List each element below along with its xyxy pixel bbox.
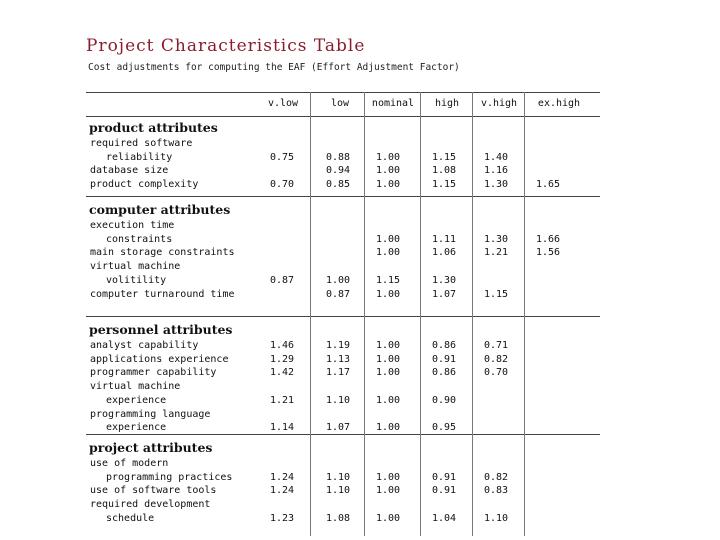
cell-v-low: 0.70	[270, 179, 295, 191]
cell-nominal: 1.00	[376, 288, 401, 300]
row-label: schedule	[106, 512, 155, 524]
page-subtitle: Cost adjustments for computing the EAF (Effort Adjustment Factor)	[88, 62, 460, 73]
cell-low: 1.08	[326, 512, 351, 524]
cell-nominal: 1.00	[376, 485, 401, 497]
cell-high: 0.91	[432, 471, 457, 483]
row-label: virtual machine	[90, 261, 181, 273]
cell-v-high: 1.21	[484, 247, 509, 259]
header-bottom-rule	[86, 116, 600, 117]
column-header-v-high: v.high	[480, 98, 518, 109]
row-label: applications experience	[90, 353, 229, 365]
cell-nominal: 1.00	[376, 151, 401, 163]
section-heading: computer attributes	[89, 202, 231, 217]
row-label: computer turnaround time	[90, 288, 235, 300]
section-heading: personnel attributes	[89, 322, 233, 337]
cell-nominal: 1.00	[376, 471, 401, 483]
cell-high: 1.11	[432, 233, 457, 245]
section-heading: product attributes	[89, 120, 218, 135]
cell-low: 0.88	[326, 151, 351, 163]
cell-v-high: 1.30	[484, 179, 509, 191]
document-page	[80, 36, 600, 536]
column-header-high: high	[434, 98, 460, 109]
row-label: execution time	[90, 220, 175, 231]
row-label: constraints	[106, 233, 173, 245]
cell-v-low: 0.75	[270, 151, 295, 163]
cell-nominal: 1.00	[376, 179, 401, 191]
section-divider	[86, 434, 600, 435]
section-divider	[86, 316, 600, 317]
cell-v-low: 0.87	[270, 274, 295, 286]
cell-v-high: 1.30	[484, 233, 509, 245]
cell-nominal: 1.15	[376, 274, 401, 286]
cell-low: 1.10	[326, 471, 351, 483]
row-label: experience	[106, 422, 167, 434]
section-heading: project attributes	[89, 440, 213, 455]
header-top-rule	[86, 92, 600, 93]
cell-low: 1.10	[326, 485, 351, 497]
column-header-v-low: v.low	[267, 98, 299, 109]
column-divider	[364, 92, 365, 536]
cell-v-high: 0.83	[484, 485, 509, 497]
cell-nominal: 1.00	[376, 394, 401, 406]
cell-v-high: 1.15	[484, 288, 509, 300]
column-divider	[310, 92, 311, 536]
cell-low: 1.19	[326, 340, 351, 351]
row-label: programming practices	[106, 471, 233, 483]
cell-nominal: 1.00	[376, 247, 401, 259]
cell-low: 1.17	[326, 367, 351, 379]
cell-v-high: 0.82	[484, 471, 509, 483]
cell-v-low: 1.21	[270, 394, 295, 406]
cell-nominal: 1.00	[376, 233, 401, 245]
cell-v-high: 1.16	[484, 165, 509, 177]
page-title: Project Characteristics Table	[86, 36, 366, 56]
cell-low: 0.94	[326, 165, 351, 177]
cell-nominal: 1.00	[376, 340, 401, 351]
cell-ex-high: 1.65	[536, 179, 561, 191]
cell-high: 0.90	[432, 394, 457, 406]
column-header-low: low	[330, 98, 350, 109]
cell-low: 0.85	[326, 179, 351, 191]
cell-nominal: 1.00	[376, 367, 401, 379]
row-label: volitility	[106, 274, 167, 286]
cell-ex-high: 1.66	[536, 233, 561, 245]
cell-high: 1.15	[432, 179, 457, 191]
cell-high: 1.30	[432, 274, 457, 286]
cell-high: 1.15	[432, 151, 457, 163]
cell-low: 1.00	[326, 274, 351, 286]
cell-high: 0.91	[432, 353, 457, 365]
cell-nominal: 1.00	[376, 353, 401, 365]
column-divider	[420, 92, 421, 536]
cell-v-low: 1.24	[270, 485, 295, 497]
row-label: required development	[90, 499, 211, 511]
cell-low: 0.87	[326, 288, 351, 300]
row-label: database size	[90, 165, 169, 177]
row-label: experience	[106, 394, 167, 406]
cell-high: 1.06	[432, 247, 457, 259]
row-label: programming language	[90, 408, 211, 420]
cell-v-high: 1.10	[484, 512, 509, 524]
cell-v-high: 0.70	[484, 367, 509, 379]
row-label: use of software tools	[90, 485, 217, 497]
column-divider	[524, 92, 525, 536]
cell-high: 0.86	[432, 340, 457, 351]
cell-nominal: 1.00	[376, 512, 401, 524]
cell-low: 1.13	[326, 353, 351, 365]
cell-high: 0.95	[432, 422, 457, 434]
section-divider	[86, 196, 600, 197]
cell-v-high: 0.71	[484, 340, 509, 351]
cell-v-low: 1.23	[270, 512, 295, 524]
cell-v-low: 1.29	[270, 353, 295, 365]
cell-ex-high: 1.56	[536, 247, 561, 259]
cell-nominal: 1.00	[376, 165, 401, 177]
row-label: reliability	[106, 151, 173, 163]
column-divider	[472, 92, 473, 536]
column-header-nominal: nominal	[371, 98, 415, 109]
row-label: use of modern	[90, 458, 169, 469]
cell-v-low: 1.14	[270, 422, 295, 434]
cell-v-high: 1.40	[484, 151, 509, 163]
cell-low: 1.10	[326, 394, 351, 406]
row-label: product complexity	[90, 179, 199, 191]
cell-high: 1.08	[432, 165, 457, 177]
cell-high: 0.86	[432, 367, 457, 379]
row-label: required software	[90, 138, 193, 149]
cell-v-low: 1.42	[270, 367, 295, 379]
cell-low: 1.07	[326, 422, 351, 434]
row-label: analyst capability	[90, 340, 199, 351]
cell-high: 1.04	[432, 512, 457, 524]
cell-high: 0.91	[432, 485, 457, 497]
row-label: programmer capability	[90, 367, 217, 379]
row-label: virtual machine	[90, 381, 181, 393]
cell-v-high: 0.82	[484, 353, 509, 365]
column-header-ex-high: ex.high	[537, 98, 581, 109]
cell-nominal: 1.00	[376, 422, 401, 434]
cell-high: 1.07	[432, 288, 457, 300]
row-label: main storage constraints	[90, 247, 235, 259]
cell-v-low: 1.24	[270, 471, 295, 483]
cell-v-low: 1.46	[270, 340, 295, 351]
